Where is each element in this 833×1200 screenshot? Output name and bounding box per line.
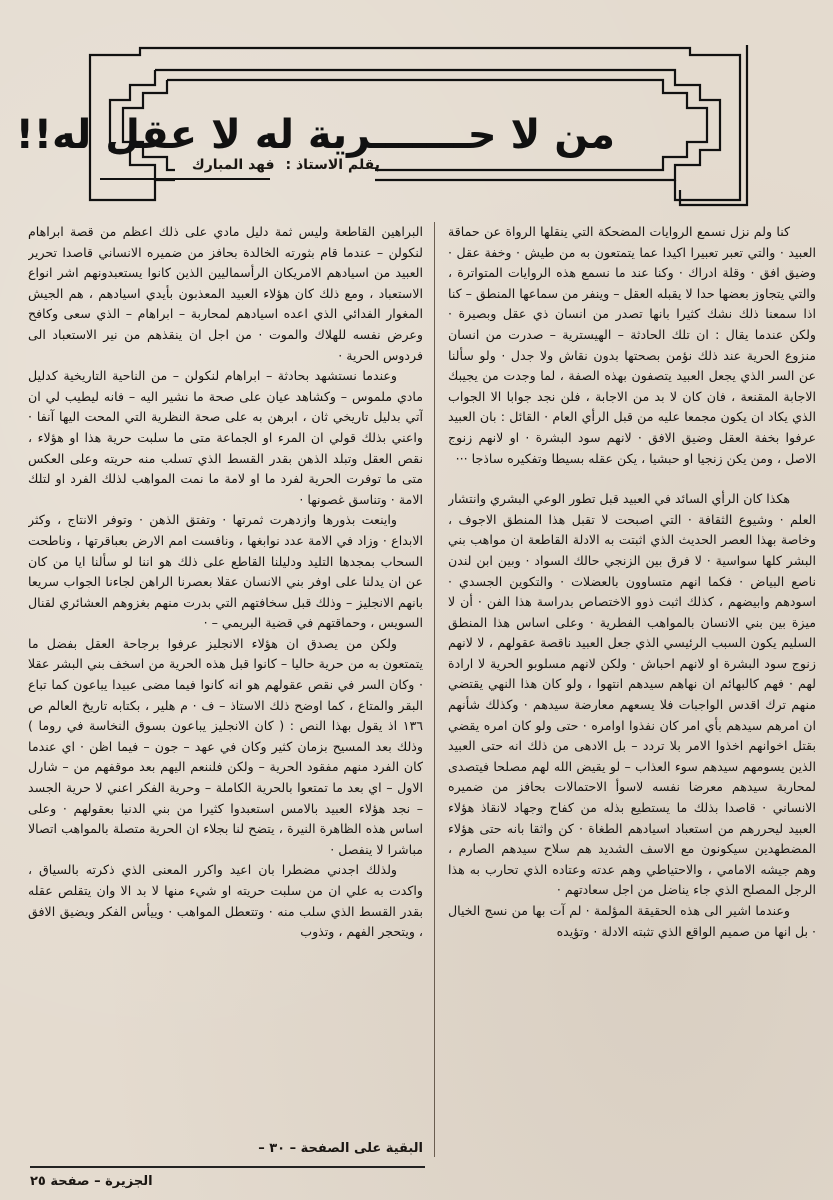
footer-rule xyxy=(30,1166,425,1168)
right-column xyxy=(448,222,816,1175)
page-footer: الجزيرة – صفحة ٢٥ xyxy=(30,1174,153,1189)
continued-note: البقية على الصفحة – ٣٠ – xyxy=(258,1141,423,1156)
left-paragraph-2: وعندما نستشهد بحادثة – ابراهام لنكولن – من الناحية التاريخية كدليل مادي ملموس – وكشاهد عيان على صحة ما نشير اليه – فانه ليطيب لي ان آتي بدليل تاريخي ثان ، ابرهن به على صحة النظرية التي المحت اليها آنفا · واعني بذلك قولي ان المرء او الجماعة متى ما سلبت حرية هذا او هؤلاء ، نقص العقل وتبلد الذهن بقدر القسط الذي تسلب منه حريته وعلى العكس متى ما توفرت الحرية لفرد ما او لامة ما نمت المواهب لذلك الفرد او لتلك الامة · وتناسق غصونها · xyxy=(28,368,423,507)
left-paragraph-1: البراهين القاطعة وليس ثمة دليل مادي على ذلك اعظم من قصة ابراهام لنكولن – عندما قام بثورته الخالدة بحافز من ضميره الانساني قاصدا تحرير العبيد من اسيادهم الامريكان الرأسماليين الذين كانوا يستعبدونهم اشر انواع الاستعباد ، ومع ذلك كان هؤلاء العبيد المعذبون بأيدي اسيادهم ، هم الجيش المغوار الفدائي الذي اعده اسيادهم لمحاربة – ابراهام – الذي سعى وكافح وعرض نفسه للهلاك والموت · من اجل ان ينقذهم من نير الاستعباد الى فردوس الحرية · xyxy=(28,224,423,363)
author-name: فهد المبارك xyxy=(191,157,275,173)
byline-label: بقلم الاستاذ : xyxy=(285,157,380,173)
article-title: من لا حـــــــرية له لا عقل له!! xyxy=(15,112,615,158)
right-paragraph-1: كنا ولم نزل نسمع الروايات المضحكة التي ينقلها الرواة عن حماقة العبيد · والتي تعبر تعبيرا اكيدا عما يتمتعون به من طيش · وخفة عقل · وضيق افق · وقلة ادراك · وكنا عند ما نسمع هذه الروايات المتواترة ، والتي يتجاوز بعضها حدا لا يقبله العقل – وينفر من سماعها المنطق – كنا اذا سمعنا ذلك نشك كثيرا بانها تصدر من انسان ذي عقل وبصيرة · ولكن عندما يقال : ان تلك الحادثة – الهيسترية – صدرت من انسان منزوع الحرية عند ذلك نؤمن بصحتها بدون نقاش ولا جدل · ولو سألنا عن السر الذي يجعل العبيد يتصفون بهذه الصفة ، لما وجدت من يجيبك الاجابة المقنعة ، فان كان لا بد من الاجابة ، فلن نجد جوابا الا الجواب الذي يكاد ان يكون مجمعا عليه من قبل الرأي العام · القائل : بان العبيد عرفوا بخفة العقل وضيق الافق · لانهم سود البشرة · او لانهم زنوج الاصل ، ومن يكن زنجيا او حبشيا ، يكن عقله بسيطا وتفكيره ساذجا ··· xyxy=(448,224,816,466)
left-column xyxy=(28,222,423,1174)
byline xyxy=(100,150,380,180)
column-divider xyxy=(434,222,435,1157)
right-paragraph-2: هكذا كان الرأي السائد في العبيد قبل تطور الوعي البشري وانتشار العلم · وشيوع الثقافة · التي اصبحت لا تقبل هذا المنطق الاجوف ، وخاصة بهذا العصر الحديث الذي اثبتت به الادلة القاطعة ان مواهب بني البشر كلها سواسية · لا فرق بين الزنجي حالك السواد · وبين ابن لندن ناصع البياض · فكما انهم متساوون بالعضلات · والتكوين الجسدي · اسودهم وابيضهم ، كذلك اثبت ذوو الاختصاص بدراسة هذا الفن · أن لا ميزة بين بني الانسان بالمواهب الفطرية · وعلى اساس هذا المنطق السليم يكون السبب الرئيسي الذي جعل العبيد ناقصة عقولهم ، لا لانهم زنوج سود البشرة او لانهم احباش · ولكن لانهم مسلوبو الحرية لا ارادة لهم · فهم كالبهائم ان نهاهم سيدهم انتهوا ، ولو كان هذا النهي يقتضي منهم ترك اقدس الواجبات فلا يسعهم معارضة سيدهم · وكذلك شأنهم ان امرهم سيدهم بأي امر كان نفذوا اوامره · حتى ولو كان امره يقضي بقتل اخوانهم اخذوا الامر بلا تردد – بل الادهى من ذلك انه حتى العبيد الذين يسومهم سيدهم سوء العذاب – لو يقيض الله لهم مصلحا فيتصدى لمحاربة سيدهم معرضا نفسه لاسوأ الاحتمالات بحافز من ضميره الانساني · قاصدا بذلك ما يستطيع بذله من كفاح وجهاد لانقاذ هؤلاء العبيد ليحررهم من استعباد اسيادهم الطغاة · كن واثقا بانه حتى هؤلاء المضطهدين سيكونون مع الاسف الشديد هم سلاح سيدهم الصارم ، وهم جيشه الامامي ، والاحتياطي وهم عدته وعتاده الذي تحارب به هذا الرجل المصلح الذي جاء يناضل من اجل سعادتهم · xyxy=(448,491,816,898)
left-paragraph-4: ولكن من يصدق ان هؤلاء الانجليز عرفوا برجاحة العقل بفضل ما يتمتعون به من حرية حاليا – كانوا قبل هذه الحرية من اسخف بني البشر عقلا · وكان السر في نقص عقولهم هو انه كانوا فيما مضى عبيدا يباعون كما تباع البقر والمتاع ، كما اوضح ذلك الاستاذ – ف · م هلير ، بكتابه تاريخ العالم ص ١٣٦ اذ يقول بهذا النص : ( كان الانجليز يباعون بسوق النخاسة في روما ) وذلك بعد المسيح بزمان كثير وكان في عهد – جون – فيما اظن · اي عندما كان الفرد منهم مفقود الحرية – ولكن فلننعم اليهم بعد موقفهم من – شارل الاول – اي بعد ما تمتعوا بالحرية الكاملة – وحرية الفكر اعني لا حرية الجسد – نجد هؤلاء العبيد بالامس استعبدوا كثيرا من بني الدنيا بعقولهم · وعلى اساس هذه الظاهرة النيرة ، يتضح لنا بجلاء ان الحرية متصلة بالمواهب اتصالا مباشرا لا ينفصل · xyxy=(28,635,423,857)
left-paragraph-3: واينعت بذورها وازدهرت ثمرتها · وتفتق الذهن · وتوفر الانتاج ، وكثر الابداع · وزاد في الامة عدد نوابغها ، ونافست امم الارض بعباقرتها ، وناطحت السحاب بمجدها التليد ودليلنا القاطع على ذلك هو اننا لو سألنا ايا من كان عن ان يدلنا على اوفر بني الانسان عقلا بعصرنا الراهن لجاءنا الجواب سريعا بانهم الانجليز – وذلك قبل سخافتهم التي بدرت منهم بغزوهم العشائري لقنال السويس ، وحماقتهم في قضية البريمي – · xyxy=(28,512,423,631)
right-paragraph-3: وعندما اشير الى هذه الحقيقة المؤلمة · لم آت بها من نسج الخيال · بل انها من صميم الواقع الذي تثبته الادلة · وتؤيده xyxy=(448,903,816,939)
title-frame xyxy=(15,40,755,215)
left-paragraph-5: ولذلك اجدني مضطرا بان اعيد واكرر المعنى الذي ذكرته بالسياق ، واكدت به علي ان من سلبت حريته او شيء منها لا بد الا وان يتقلص عقله بقدر القسط الذي سلب منه · وتتعطل المواهب · وييأس الفكر ويضيق الافق ، ويتحجر الفهم ، وتذوب xyxy=(28,862,423,940)
byline-underline xyxy=(100,178,270,180)
